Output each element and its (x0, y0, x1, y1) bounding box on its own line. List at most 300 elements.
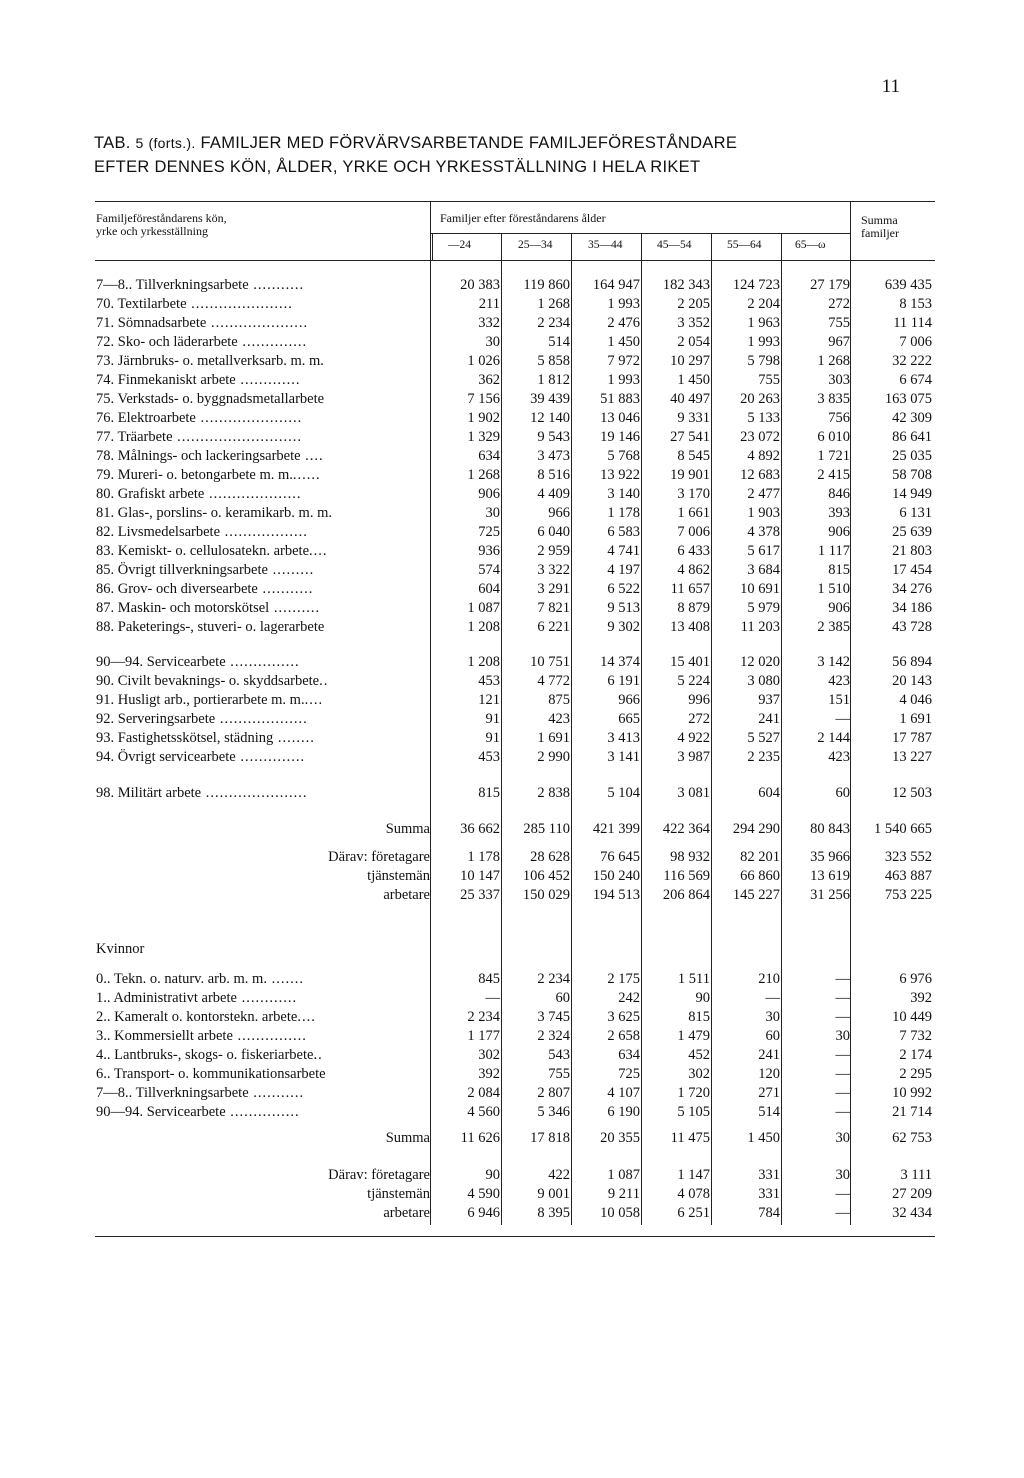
data-cell: 206 864 (662, 887, 710, 903)
data-cell: 14 374 (600, 654, 640, 670)
data-cell: 242 (618, 990, 640, 1006)
data-cell: 392 (478, 1066, 500, 1082)
data-cell: 6 131 (899, 505, 932, 521)
data-cell: 815 (688, 1009, 710, 1025)
row-label: arbetare (383, 1205, 430, 1221)
data-cell: 996 (688, 692, 710, 708)
row-label: 80. Grafiskt arbete .................... (96, 486, 302, 502)
data-cell: 604 (758, 785, 780, 801)
data-cell: 1 902 (467, 410, 500, 426)
row-label: 70. Textilarbete ...................... (96, 296, 293, 312)
data-cell: 5 527 (747, 730, 780, 746)
row-label: 92. Serveringsarbete ................... (96, 711, 308, 727)
data-cell: 8 516 (537, 467, 570, 483)
data-cell: 98 932 (670, 849, 710, 865)
stub-header-line-2: yrke och yrkesställning (96, 224, 208, 238)
data-cell: 1 087 (467, 600, 500, 616)
row-label: 75. Verkstads- o. byggnadsmetallarbete (96, 391, 325, 407)
data-cell: 906 (478, 486, 500, 502)
data-cell: 14 949 (892, 486, 932, 502)
data-cell: 1 993 (607, 372, 640, 388)
data-cell: 116 569 (663, 868, 710, 884)
data-cell: 4 078 (677, 1186, 710, 1202)
data-cell: 3 080 (747, 673, 780, 689)
row-label: tjänstemän (367, 868, 430, 884)
data-cell: 51 883 (600, 391, 640, 407)
row-label: 6.. Transport- o. kommunikationsarbete (96, 1066, 326, 1082)
row-label: 90. Civilt bevaknings- o. skyddsarbete.. (96, 673, 329, 689)
data-cell: 3 413 (607, 730, 640, 746)
data-cell: 2 838 (537, 785, 570, 801)
data-cell: 106 452 (522, 868, 570, 884)
row-label: 72. Sko- och läderarbete .............. (96, 334, 308, 350)
data-cell: 82 201 (740, 849, 780, 865)
data-cell: — (765, 990, 780, 1006)
data-cell: 31 256 (810, 887, 850, 903)
data-cell: 34 276 (892, 581, 932, 597)
data-cell: 28 628 (530, 849, 570, 865)
table-prefix: TAB. (94, 134, 131, 152)
age-header-cell: 35—44 (588, 239, 623, 251)
data-cell: 1 691 (899, 711, 932, 727)
row-label: 88. Paketerings-, stuveri- o. lagerarbete (96, 619, 325, 635)
header-top-rule (95, 201, 935, 202)
data-cell: 2 415 (817, 467, 850, 483)
row-label: arbetare (383, 887, 430, 903)
data-cell: — (835, 990, 850, 1006)
data-cell: 1 208 (467, 619, 500, 635)
row-label: 77. Träarbete ........................... (96, 429, 303, 445)
data-cell: 2 235 (747, 749, 780, 765)
data-cell: 35 966 (810, 849, 850, 865)
data-cell: 241 (758, 711, 780, 727)
data-cell: 4 197 (607, 562, 640, 578)
data-cell: 36 662 (460, 821, 500, 837)
data-cell: 639 435 (884, 277, 932, 293)
total-header-line-1: Summa (861, 213, 898, 227)
data-cell: 875 (548, 692, 570, 708)
data-cell: 8 395 (537, 1205, 570, 1221)
data-cell: 3 835 (817, 391, 850, 407)
data-cell: 76 645 (600, 849, 640, 865)
data-cell: 1 450 (677, 372, 710, 388)
column-rule (501, 233, 502, 1225)
row-label: Summa (385, 1130, 430, 1146)
data-cell: 164 947 (592, 277, 640, 293)
data-cell: 20 355 (600, 1130, 640, 1146)
data-cell: 5 768 (607, 448, 640, 464)
data-cell: 10 297 (670, 353, 710, 369)
row-label: 90—94. Servicearbete ............... (96, 1104, 300, 1120)
data-cell: 3 987 (677, 749, 710, 765)
data-cell: — (835, 1104, 850, 1120)
row-label: 82. Livsmedelsarbete .................. (96, 524, 308, 540)
data-cell: 119 860 (523, 277, 570, 293)
data-cell: 5 346 (537, 1104, 570, 1120)
data-cell: 1 268 (537, 296, 570, 312)
data-cell: 1 117 (817, 543, 850, 559)
data-cell: 294 290 (732, 821, 780, 837)
column-rule (430, 201, 431, 1225)
data-cell: 452 (688, 1047, 710, 1063)
data-cell: 27 179 (810, 277, 850, 293)
data-cell: 66 860 (740, 868, 780, 884)
data-cell: 4 741 (607, 543, 640, 559)
data-cell: 27 209 (892, 1186, 932, 1202)
data-cell: 1 178 (467, 849, 500, 865)
data-cell: 3 684 (747, 562, 780, 578)
data-cell: 6 522 (607, 581, 640, 597)
data-cell: 11 114 (893, 315, 932, 331)
data-cell: 755 (828, 315, 850, 331)
data-cell: 331 (758, 1167, 780, 1183)
data-cell: 151 (828, 692, 850, 708)
data-cell: 1 720 (677, 1085, 710, 1101)
data-cell: 6 251 (677, 1205, 710, 1221)
data-cell: 906 (828, 524, 850, 540)
row-label: 83. Kemiskt- o. cellulosatekn. arbete.... (96, 543, 328, 559)
data-cell: 10 058 (600, 1205, 640, 1221)
data-cell: 422 364 (662, 821, 710, 837)
data-cell: 4 378 (747, 524, 780, 540)
data-cell: 13 922 (600, 467, 640, 483)
data-cell: 725 (478, 524, 500, 540)
data-cell: 32 434 (892, 1205, 932, 1221)
data-cell: 90 (695, 990, 710, 1006)
data-cell: 1 993 (747, 334, 780, 350)
data-cell: 1 329 (467, 429, 500, 445)
data-cell: 11 475 (670, 1130, 710, 1146)
data-cell: — (835, 1009, 850, 1025)
data-cell: 3 745 (537, 1009, 570, 1025)
data-cell: 90 (485, 1167, 500, 1183)
data-cell: 19 901 (670, 467, 710, 483)
data-cell: 3 473 (537, 448, 570, 464)
data-cell: 1 177 (467, 1028, 500, 1044)
data-cell: 11 626 (460, 1130, 500, 1146)
data-cell: 392 (910, 990, 932, 1006)
data-cell: 30 (485, 334, 500, 350)
data-cell: 1 450 (607, 334, 640, 350)
table-title-line-2: EFTER DENNES KÖN, ÅLDER, YRKE OCH YRKESSTÄLLNING I HELA RIKET (94, 158, 701, 176)
row-label: 98. Militärt arbete ...................... (96, 785, 308, 801)
data-cell: 4 046 (899, 692, 932, 708)
data-cell: 3 322 (537, 562, 570, 578)
data-cell: 815 (478, 785, 500, 801)
data-cell: 5 979 (747, 600, 780, 616)
data-cell: 514 (758, 1104, 780, 1120)
data-cell: 332 (478, 315, 500, 331)
row-label: 93. Fastighetsskötsel, städning ........ (96, 730, 315, 746)
data-cell: 7 006 (677, 524, 710, 540)
row-label: Därav: företagare (328, 1167, 430, 1183)
data-cell: 17 818 (530, 1130, 570, 1146)
age-header-cell: 25—34 (518, 239, 553, 251)
data-cell: 453 (478, 749, 500, 765)
row-label: 2.. Kameralt o. kontorstekn. arbete.... (96, 1009, 316, 1025)
data-cell: 62 753 (892, 1130, 932, 1146)
data-cell: 967 (828, 334, 850, 350)
data-cell: 1 721 (817, 448, 850, 464)
data-cell: 1 540 665 (874, 821, 932, 837)
data-cell: 845 (478, 971, 500, 987)
data-cell: 34 186 (892, 600, 932, 616)
data-cell: 194 513 (592, 887, 640, 903)
row-label: 94. Övrigt servicearbete .............. (96, 749, 306, 765)
data-cell: 3 142 (817, 654, 850, 670)
data-cell: 2 295 (899, 1066, 932, 1082)
data-cell: 1 511 (677, 971, 710, 987)
data-cell: 4 560 (467, 1104, 500, 1120)
data-cell: 4 892 (747, 448, 780, 464)
data-cell: 285 110 (523, 821, 570, 837)
data-cell: 7 972 (607, 353, 640, 369)
data-cell: 755 (548, 1066, 570, 1082)
data-cell: 150 240 (592, 868, 640, 884)
data-cell: 2 234 (537, 971, 570, 987)
data-cell: — (835, 1047, 850, 1063)
data-cell: 241 (758, 1047, 780, 1063)
data-cell: 2 385 (817, 619, 850, 635)
data-cell: 163 075 (884, 391, 932, 407)
data-cell: 756 (828, 410, 850, 426)
row-label: 3.. Kommersiellt arbete ............... (96, 1028, 307, 1044)
data-cell: 1 268 (817, 353, 850, 369)
data-cell: 6 976 (899, 971, 932, 987)
data-cell: 2 476 (607, 315, 640, 331)
data-cell: 121 (478, 692, 500, 708)
data-cell: 2 175 (607, 971, 640, 987)
data-cell: 3 081 (677, 785, 710, 801)
data-cell: 3 140 (607, 486, 640, 502)
data-cell: 32 222 (892, 353, 932, 369)
data-cell: 13 046 (600, 410, 640, 426)
table-number: 5 (135, 135, 144, 151)
data-cell: 3 111 (900, 1167, 932, 1183)
data-cell: 39 439 (530, 391, 570, 407)
data-cell: 2 084 (467, 1085, 500, 1101)
data-cell: 30 (835, 1028, 850, 1044)
data-cell: 937 (758, 692, 780, 708)
data-cell: 30 (765, 1009, 780, 1025)
data-cell: 58 708 (892, 467, 932, 483)
data-cell: — (485, 990, 500, 1006)
data-cell: 30 (485, 505, 500, 521)
data-cell: 91 (485, 711, 500, 727)
data-cell: 1 026 (467, 353, 500, 369)
data-cell: 124 723 (732, 277, 780, 293)
age-header-cell: —24 (448, 239, 471, 251)
data-cell: 1 147 (677, 1167, 710, 1183)
data-cell: 331 (758, 1186, 780, 1202)
data-cell: 3 170 (677, 486, 710, 502)
data-cell: 6 433 (677, 543, 710, 559)
data-cell: 10 751 (530, 654, 570, 670)
row-label: 73. Järnbruks- o. metallverksarb. m. m. (96, 353, 324, 369)
data-cell: 2 477 (747, 486, 780, 502)
row-label: 1.. Administrativt arbete ............ (96, 990, 298, 1006)
data-cell: 120 (758, 1066, 780, 1082)
data-cell: 604 (478, 581, 500, 597)
data-cell: 10 691 (740, 581, 780, 597)
data-cell: 453 (478, 673, 500, 689)
data-cell: 6 674 (899, 372, 932, 388)
data-cell: 11 657 (670, 581, 710, 597)
data-cell: 6 946 (467, 1205, 500, 1221)
stub-header-line-1: Familjeföreståndarens kön, (96, 211, 227, 225)
data-cell: 1 661 (677, 505, 710, 521)
data-cell: 7 156 (467, 391, 500, 407)
age-header-cell: 55—64 (727, 239, 762, 251)
data-cell: 6 190 (607, 1104, 640, 1120)
data-cell: 150 029 (522, 887, 570, 903)
data-cell: 1 087 (607, 1167, 640, 1183)
data-cell: 2 807 (537, 1085, 570, 1101)
data-cell: 1 812 (537, 372, 570, 388)
data-cell: 23 072 (740, 429, 780, 445)
column-rule (641, 233, 642, 1225)
data-cell: 60 (765, 1028, 780, 1044)
data-cell: 25 337 (460, 887, 500, 903)
row-label: 79. Mureri- o. betongarbete m. m....... (96, 467, 321, 483)
column-rule (571, 233, 572, 1225)
row-label: 4.. Lantbruks-, skogs- o. fiskeriarbete.. (96, 1047, 323, 1063)
data-cell: 21 803 (892, 543, 932, 559)
row-label: 71. Sömnadsarbete ..................... (96, 315, 309, 331)
data-cell: 8 153 (899, 296, 932, 312)
data-cell: 1 993 (607, 296, 640, 312)
data-cell: 40 497 (670, 391, 710, 407)
data-cell: 12 020 (740, 654, 780, 670)
data-cell: 12 683 (740, 467, 780, 483)
data-cell: 906 (828, 600, 850, 616)
age-header-cell: 65—ω (795, 239, 826, 251)
data-cell: 1 510 (817, 581, 850, 597)
data-cell: 9 331 (677, 410, 710, 426)
data-cell: 20 383 (460, 277, 500, 293)
data-cell: 1 691 (537, 730, 570, 746)
data-cell: 784 (758, 1205, 780, 1221)
data-cell: 5 133 (747, 410, 780, 426)
data-cell: 2 959 (537, 543, 570, 559)
data-cell: 25 639 (892, 524, 932, 540)
data-cell: 60 (555, 990, 570, 1006)
data-cell: 8 879 (677, 600, 710, 616)
data-cell: 210 (758, 971, 780, 987)
data-cell: — (835, 1085, 850, 1101)
data-cell: 17 787 (892, 730, 932, 746)
data-cell: — (835, 1205, 850, 1221)
data-cell: 634 (618, 1047, 640, 1063)
data-cell: 5 858 (537, 353, 570, 369)
title-text: FAMILJER MED FÖRVÄRVSARBETANDE FAMILJEFÖRESTÅNDARE (200, 134, 738, 152)
data-cell: 574 (478, 562, 500, 578)
data-cell: 5 104 (607, 785, 640, 801)
data-cell: 2 658 (607, 1028, 640, 1044)
row-label: 78. Målnings- och lackeringsarbete .... (96, 448, 324, 464)
data-cell: 725 (618, 1066, 640, 1082)
row-label: 7—8.. Tillverkningsarbete ........... (96, 1085, 305, 1101)
data-cell: 303 (828, 372, 850, 388)
total-header-line-2: familjer (861, 226, 899, 240)
data-cell: 6 191 (607, 673, 640, 689)
data-cell: 423 (828, 673, 850, 689)
data-cell: 20 143 (892, 673, 932, 689)
data-cell: 421 399 (592, 821, 640, 837)
data-cell: 5 224 (677, 673, 710, 689)
data-cell: 2 324 (537, 1028, 570, 1044)
data-cell: 10 992 (892, 1085, 932, 1101)
data-cell: 393 (828, 505, 850, 521)
data-cell: 302 (688, 1066, 710, 1082)
data-cell: 30 (835, 1130, 850, 1146)
data-cell: 3 291 (537, 581, 570, 597)
data-cell: 423 (828, 749, 850, 765)
section-label-kvinnor: Kvinnor (96, 941, 145, 957)
data-cell: 4 922 (677, 730, 710, 746)
data-cell: 323 552 (884, 849, 932, 865)
data-cell: 936 (478, 543, 500, 559)
data-cell: 12 140 (530, 410, 570, 426)
data-cell: 145 227 (732, 887, 780, 903)
data-cell: 2 174 (899, 1047, 932, 1063)
data-cell: 25 035 (892, 448, 932, 464)
data-cell: 543 (548, 1047, 570, 1063)
table-bottom-rule (95, 1236, 935, 1237)
data-cell: 17 454 (892, 562, 932, 578)
column-rule (711, 233, 712, 1225)
data-cell: 6 583 (607, 524, 640, 540)
data-cell: 2 054 (677, 334, 710, 350)
data-cell: 43 728 (892, 619, 932, 635)
data-cell: 19 146 (600, 429, 640, 445)
data-cell: 7 732 (899, 1028, 932, 1044)
data-cell: 2 234 (467, 1009, 500, 1025)
data-cell: — (835, 971, 850, 987)
data-cell: 634 (478, 448, 500, 464)
data-cell: 9 302 (607, 619, 640, 635)
data-cell: 13 619 (810, 868, 850, 884)
row-label: 87. Maskin- och motorskötsel .......... (96, 600, 321, 616)
data-cell: 423 (548, 711, 570, 727)
row-label: 0.. Tekn. o. naturv. arb. m. m. ....... (96, 971, 304, 987)
row-label: 90—94. Servicearbete ............... (96, 654, 300, 670)
data-cell: 30 (835, 1167, 850, 1183)
data-cell: 6 040 (537, 524, 570, 540)
data-cell: 1 208 (467, 654, 500, 670)
data-cell: 1 963 (747, 315, 780, 331)
table-title-line-1 (94, 134, 737, 153)
data-cell: 182 343 (662, 277, 710, 293)
data-cell: 2 205 (677, 296, 710, 312)
data-cell: 665 (618, 711, 640, 727)
data-cell: 302 (478, 1047, 500, 1063)
page-number: 11 (881, 76, 900, 97)
age-header-cell: 45—54 (657, 239, 692, 251)
data-cell: 846 (828, 486, 850, 502)
data-cell: 2 234 (537, 315, 570, 331)
data-cell: 42 309 (892, 410, 932, 426)
data-cell: 9 001 (537, 1186, 570, 1202)
data-cell: 12 503 (892, 785, 932, 801)
data-cell: 11 203 (740, 619, 780, 635)
data-cell: 60 (835, 785, 850, 801)
row-label: 91. Husligt arb., portierarbete m. m..... (96, 692, 324, 708)
data-cell: 7 006 (899, 334, 932, 350)
data-cell: 815 (828, 562, 850, 578)
data-cell: 13 408 (670, 619, 710, 635)
data-cell: 4 590 (467, 1186, 500, 1202)
